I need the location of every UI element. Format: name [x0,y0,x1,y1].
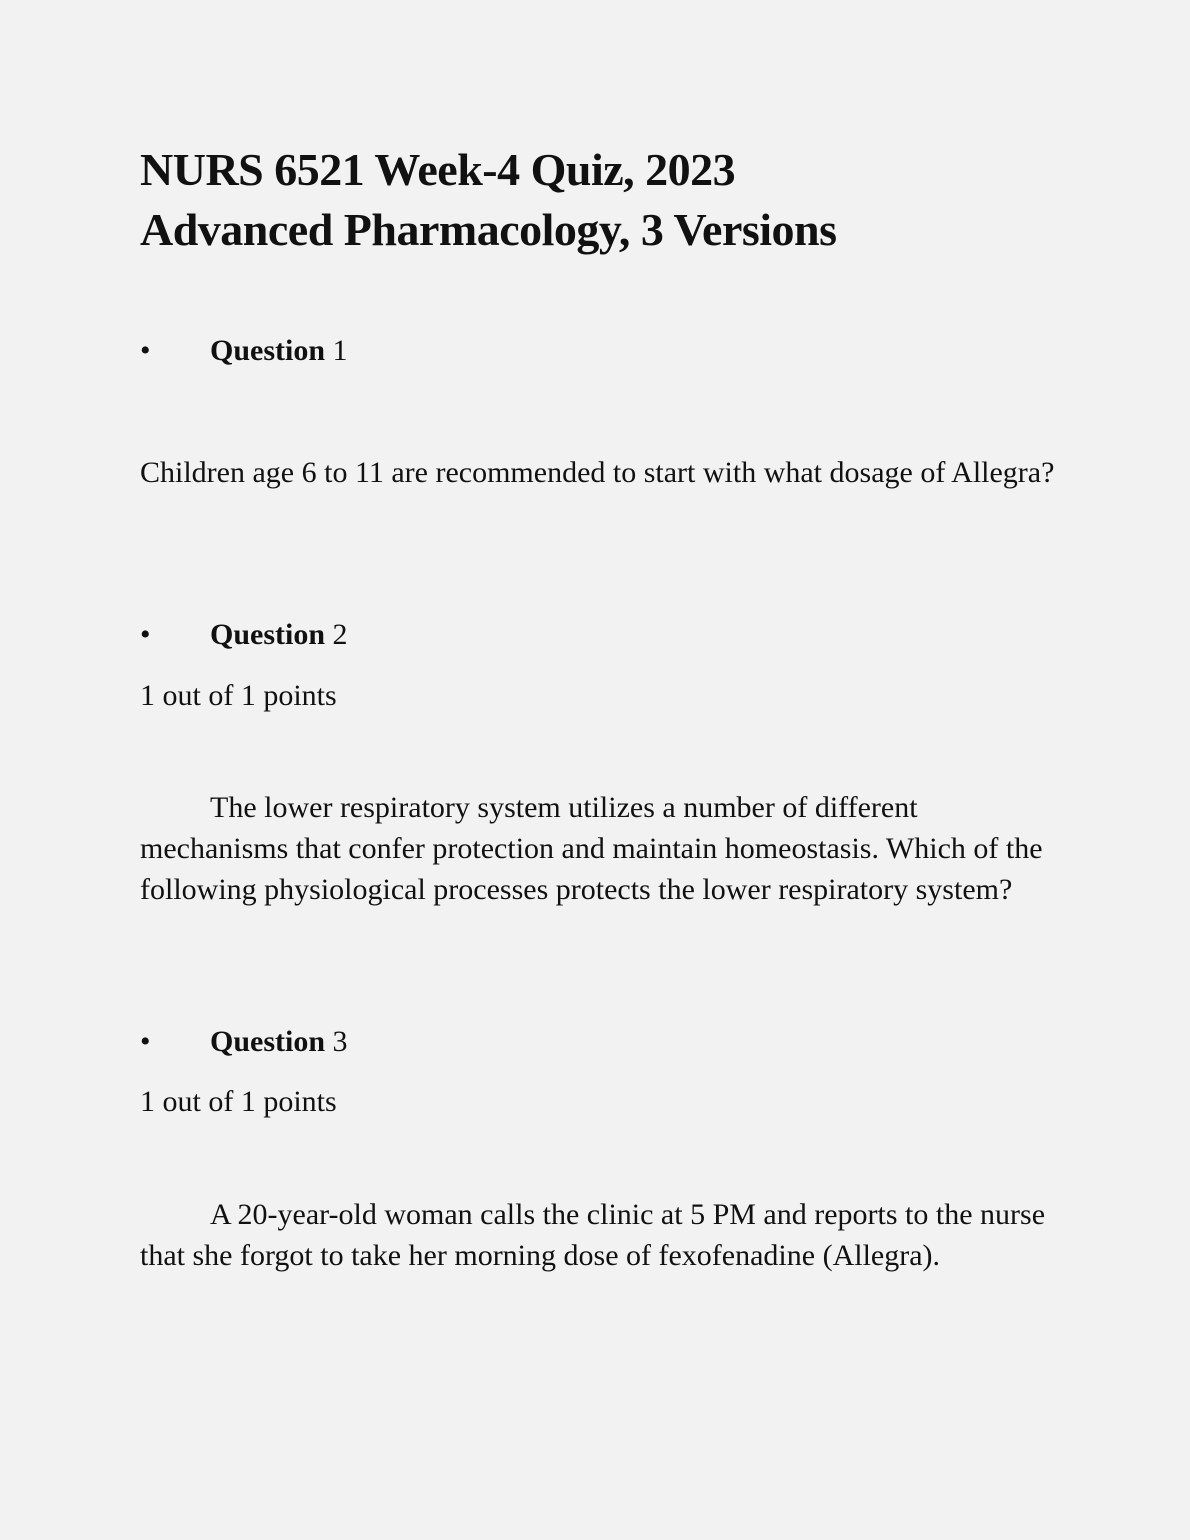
question-1-text: Children age 6 to 11 are recommended to start with what dosage of Allegra? [140,456,1055,489]
question-3-heading [140,1022,348,1062]
question-2-text: The lower respiratory system utilizes a number of different mechanisms that confer protection and maintain homeostasis. Which of the following physiological processes protects the lower respiratory system? [140,791,1043,906]
question-number: 1 [332,334,348,367]
bullet-icon: • [140,618,151,651]
question-1-heading [140,331,348,371]
document-page [140,0,1060,1540]
bullet-icon: • [140,334,151,367]
question-2-heading [140,615,348,655]
question-number: 2 [332,618,348,651]
bullet-icon: • [140,1025,151,1058]
question-3-points: 1 out of 1 points [140,1085,337,1118]
title-line-2: Advanced Pharmacology, 3 Versions [140,204,837,255]
question-2-points: 1 out of 1 points [140,679,337,712]
document-title [140,140,837,260]
question-3-text: A 20-year-old woman calls the clinic at 5 PM and reports to the nurse that she forgot to take her morning dose of fexofenadine (Allegra). [140,1198,1046,1272]
title-line-1: NURS 6521 Week-4 Quiz, 2023 [140,144,736,195]
question-label: Question [210,1025,326,1058]
question-label: Question [210,618,326,651]
question-label: Question [210,334,326,367]
question-number: 3 [332,1025,348,1058]
